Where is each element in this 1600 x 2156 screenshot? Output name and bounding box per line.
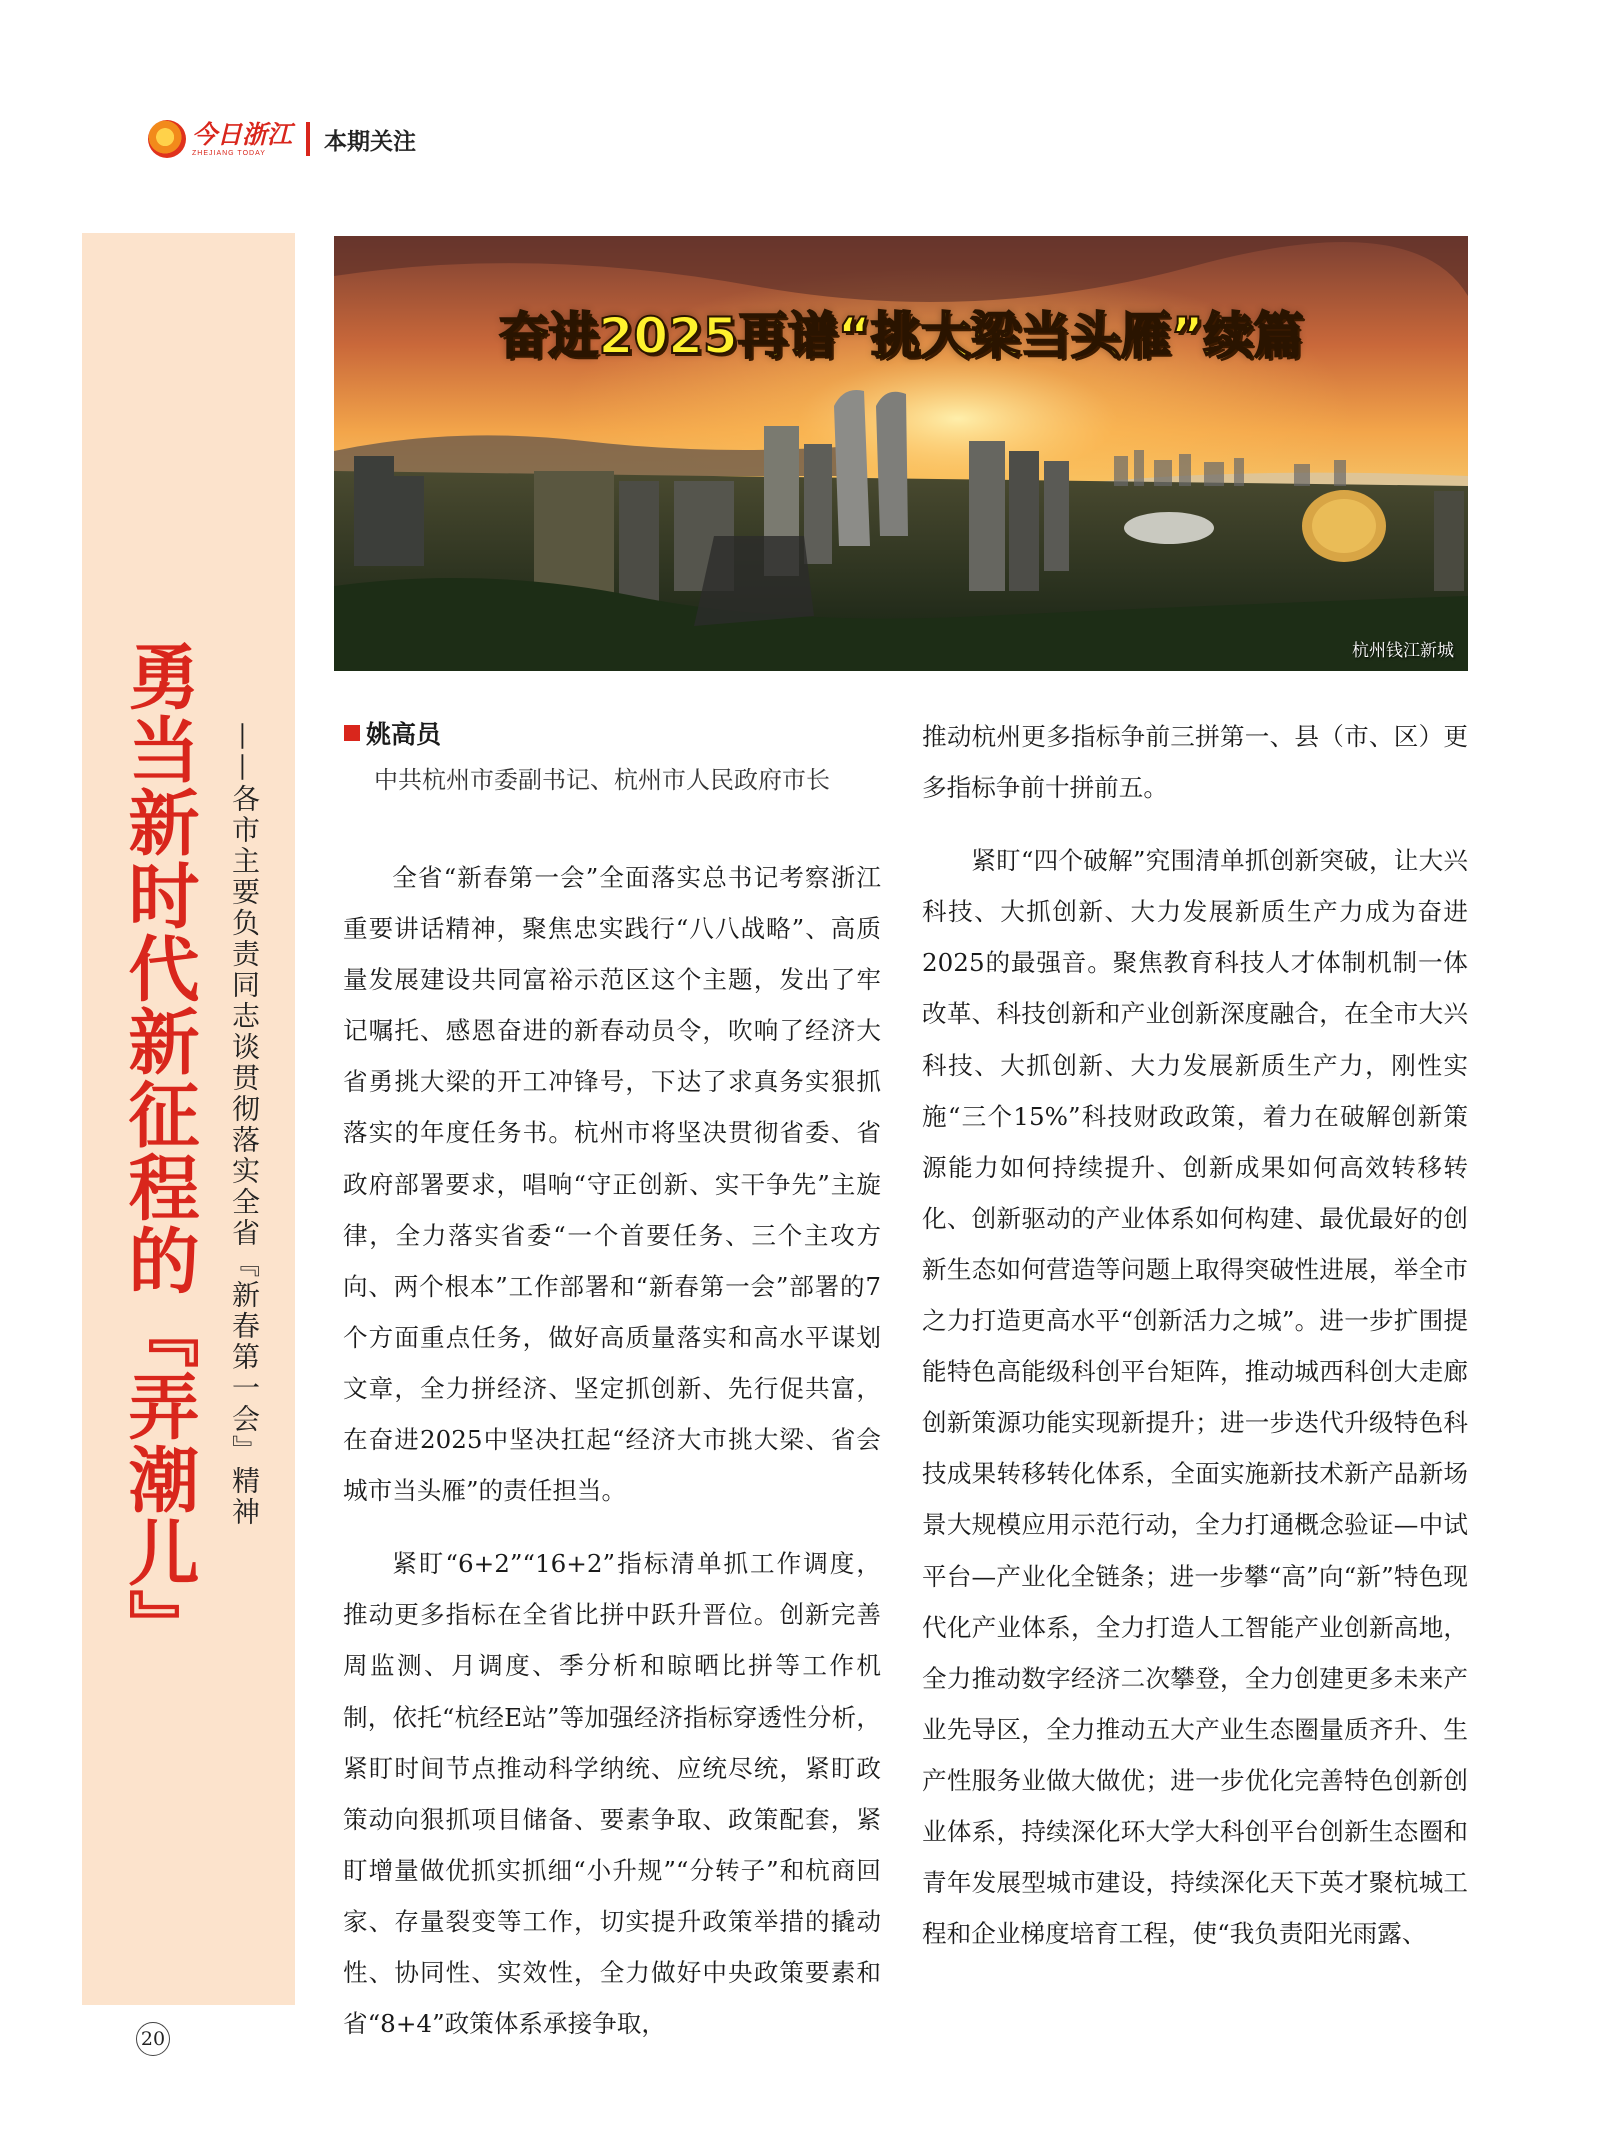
magazine-logo [148, 116, 292, 162]
red-square-icon [344, 725, 360, 741]
hero-image [334, 236, 1468, 671]
logo-subtitle: ZHEJIANG TODAY [192, 149, 266, 157]
section-name: 本期关注 [324, 128, 417, 155]
page-number: 20 [136, 2022, 170, 2056]
main-title: 勇当新时代新征程的『弄潮儿』 [117, 640, 200, 1662]
author-line [344, 715, 441, 751]
sun-logo-icon [148, 120, 186, 158]
paragraph: 紧盯“6+2”“16+2”指标清单抓工作调度，推动更多指标在全省比拼中跃升晋位。创新完善周监测、月调度、季分析和晾晒比拼等工作机制，依托“杭经E站”等加强经济指标穿透性分析，紧盯时间节点推动科学纳统、应统尽统，紧盯政策动向狠抓项目储备、要素争取、政策配套，紧盯增量做优抓实抓细“小升规”“分转子”和杭商回家、存量裂变等工作，切实提升政策举措的撬动性、协同性、实效性，全力做好中央政策要素和省“8+4”政策体系承接争取， [343, 1549, 881, 2039]
author-name: 姚高员 [366, 720, 442, 749]
subtitle: ——各市主要负责同志谈贯彻落实全省『新春第一会』精神 [228, 722, 261, 1528]
author-position: 中共杭州市委副书记、杭州市人民政府市长 [374, 766, 830, 794]
page-header [148, 116, 416, 162]
paragraph: 紧盯“四个破解”究围清单抓创新突破，让大兴科技、大抓创新、大力发展新质生产力成为奋进2025的最强音。聚焦教育科技人才体制机制一体改革、科技创新和产业创新深度融合，在全市大兴科技、大抓创新、大力发展新质生产力，刚性实施“三个15%”科技财政政策，着力在破解创新策源能力如何持续提升、创新成果如何高效转移转化、创新驱动的产业体系如何构建、最优最好的创新生态如何营造等问题上取得突破性进展，举全市之力打造更高水平“创新活力之城”。进一步扩围提能特色高能级科创平台矩阵，推动城西科创大走廊创新策源功能实现新提升；进一步迭代升级特色科技成果转移转化体系，全面实施新技术新产品新场景大规模应用示范行动，全力打通概念验证—中试平台—产业化全链条；进一步攀“高”向“新”特色现代化产业体系，全力打造人工智能产业创新高地，全力推动数字经济二次攀登，全力创建更多未来产业先导区，全力推动五大产业生态圈量质齐升、生产性服务业做大做优；进一步优化完善特色创新创业体系，持续深化环大学大科创平台创新生态圈和青年发展型城市建设，持续深化天下英才聚杭城工程和企业梯度培育工程，使“我负责阳光雨露、 [922, 846, 1468, 1949]
header-divider [306, 122, 310, 156]
article-column-right [922, 711, 1468, 1959]
logo-title: 今日浙江 [192, 119, 293, 149]
article-column-left [343, 852, 881, 2049]
photo-caption: 杭州钱江新城 [1352, 641, 1454, 661]
paragraph: 全省“新春第一会”全面落实总书记考察浙江重要讲话精神，聚焦忠实践行“八八战略”、高质量发展建设共同富裕示范区这个主题，发出了牢记嘱托、感恩奋进的新春动员令，吹响了经济大省勇挑大梁的开工冲锋号，下达了求真务实狠抓落实的年度任务书。杭州市将坚决贯彻省委、省政府部署要求，唱响“守正创新、实干争先”主旋律，全力落实省委“一个首要任务、三个主攻方向、两个根本”工作部署和“新春第一会”部署的7个方面重点任务，做好高质量落实和高水平谋划文章，全力拼经济、坚定抓创新、先行促共富，在奋进2025中坚决扛起“经济大市挑大梁、省会城市当头雁”的责任担当。 [343, 863, 881, 1506]
paragraph: 推动杭州更多指标争前三拼第一、县（市、区）更多指标争前十拼前五。 [922, 722, 1468, 803]
hero-banner: 奋进2025再谱“挑大梁当头雁”续篇 [498, 307, 1304, 365]
